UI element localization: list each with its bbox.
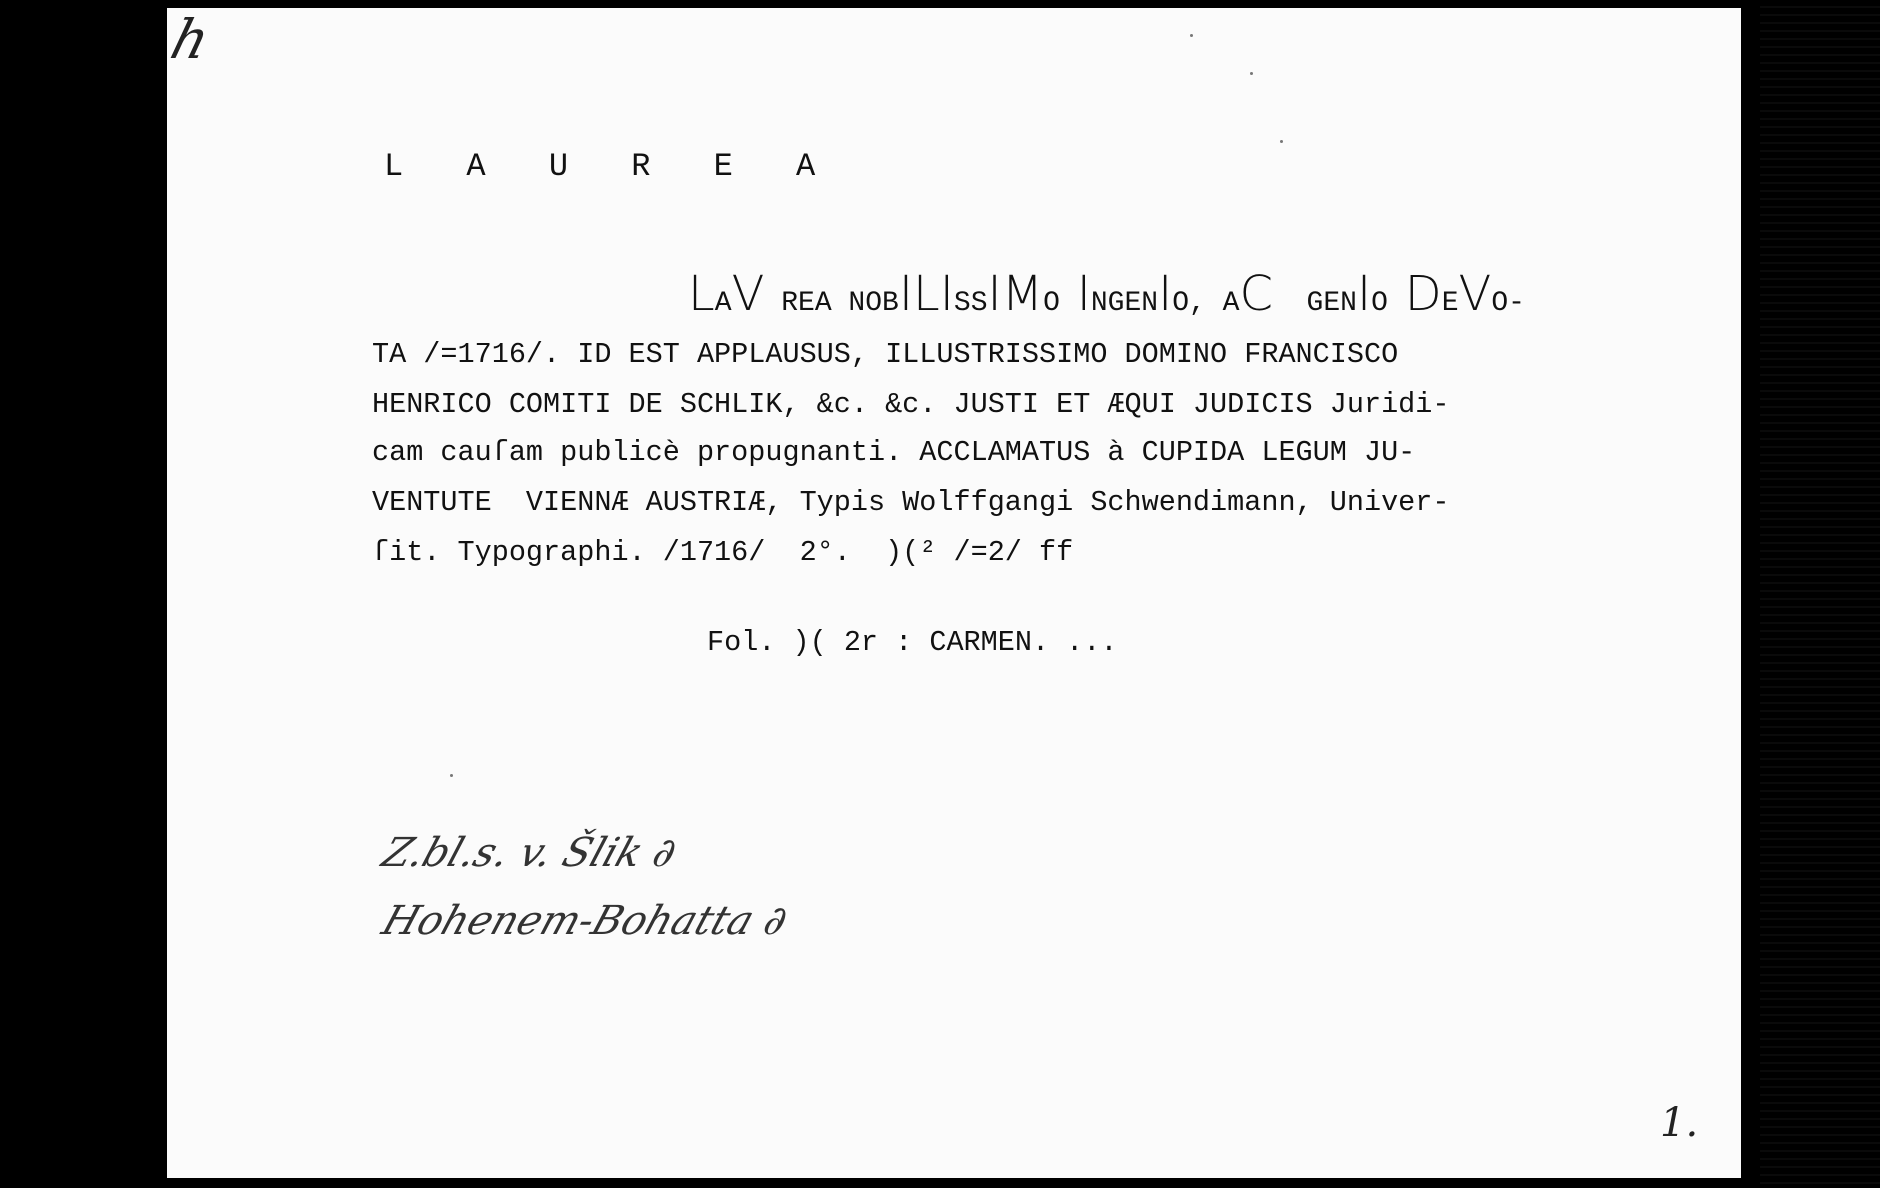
title-glyph-7: IM [987,266,1044,322]
body-line: cam cauſam publicè propugnanti. ACCLAMATUS à CUPIDA LEGUM JU- [372,436,1416,469]
title-glyph-10: NGEN [1090,288,1159,319]
title-glyph-17: D [1404,266,1442,322]
title-glyph-11: I [1158,266,1173,322]
page-number: 1. [1660,1100,1699,1146]
title-glyph-1: A [714,288,732,319]
corner-mark: h [164,8,217,71]
folio-note: Fol. )( 2r : CARMEN. ... [707,626,1118,659]
body-line: TA /=1716/. ID EST APPLAUSUS, ILLUSTRISSIMO DOMINO FRANCISCO [372,338,1399,371]
scan-edge [1760,0,1880,1188]
card-heading: L A U R E A [384,148,838,185]
title-glyph-3: REA NOB [764,288,899,319]
title-glyph-6: SS [953,288,988,319]
title-glyph-4: IL [898,266,940,322]
title-glyph-15: I [1356,266,1372,322]
title-glyph-8: O [1043,288,1077,319]
title-glyph-20: O- [1491,288,1525,319]
decorative-title [688,266,1525,322]
title-glyph-19: V [1458,266,1492,322]
scan-speck [1250,72,1253,75]
scan-speck [1280,140,1283,143]
body-line: ſit. Typographi. /1716/ 2°. )(² /=2/ ff [372,536,1074,569]
title-glyph-12: O, A [1172,288,1240,319]
scan-speck [450,774,453,777]
scan-speck [1190,34,1193,37]
title-glyph-14: GEN [1272,288,1357,319]
handwritten-note: Hohenem-Bohatta ∂ [376,898,794,944]
title-glyph-13: C [1239,266,1273,322]
body-line: VENTUTE VIENNÆ AUSTRIÆ, Typis Wolffgangi Schwendimann, Univer- [372,486,1450,519]
title-glyph-5: I [939,266,954,322]
title-glyph-9: I [1076,266,1091,322]
title-glyph-2: V [731,266,765,322]
handwritten-note: Z.bl.s. v. Šlik ∂ [376,830,683,876]
title-glyph-18: E [1441,288,1459,319]
title-glyph-0: L [688,266,715,322]
body-line: HENRICO COMITI DE SCHLIK, &c. &c. JUSTI ET ÆQUI JUDICIS Juridi- [372,388,1450,421]
title-glyph-16: O [1371,288,1405,319]
